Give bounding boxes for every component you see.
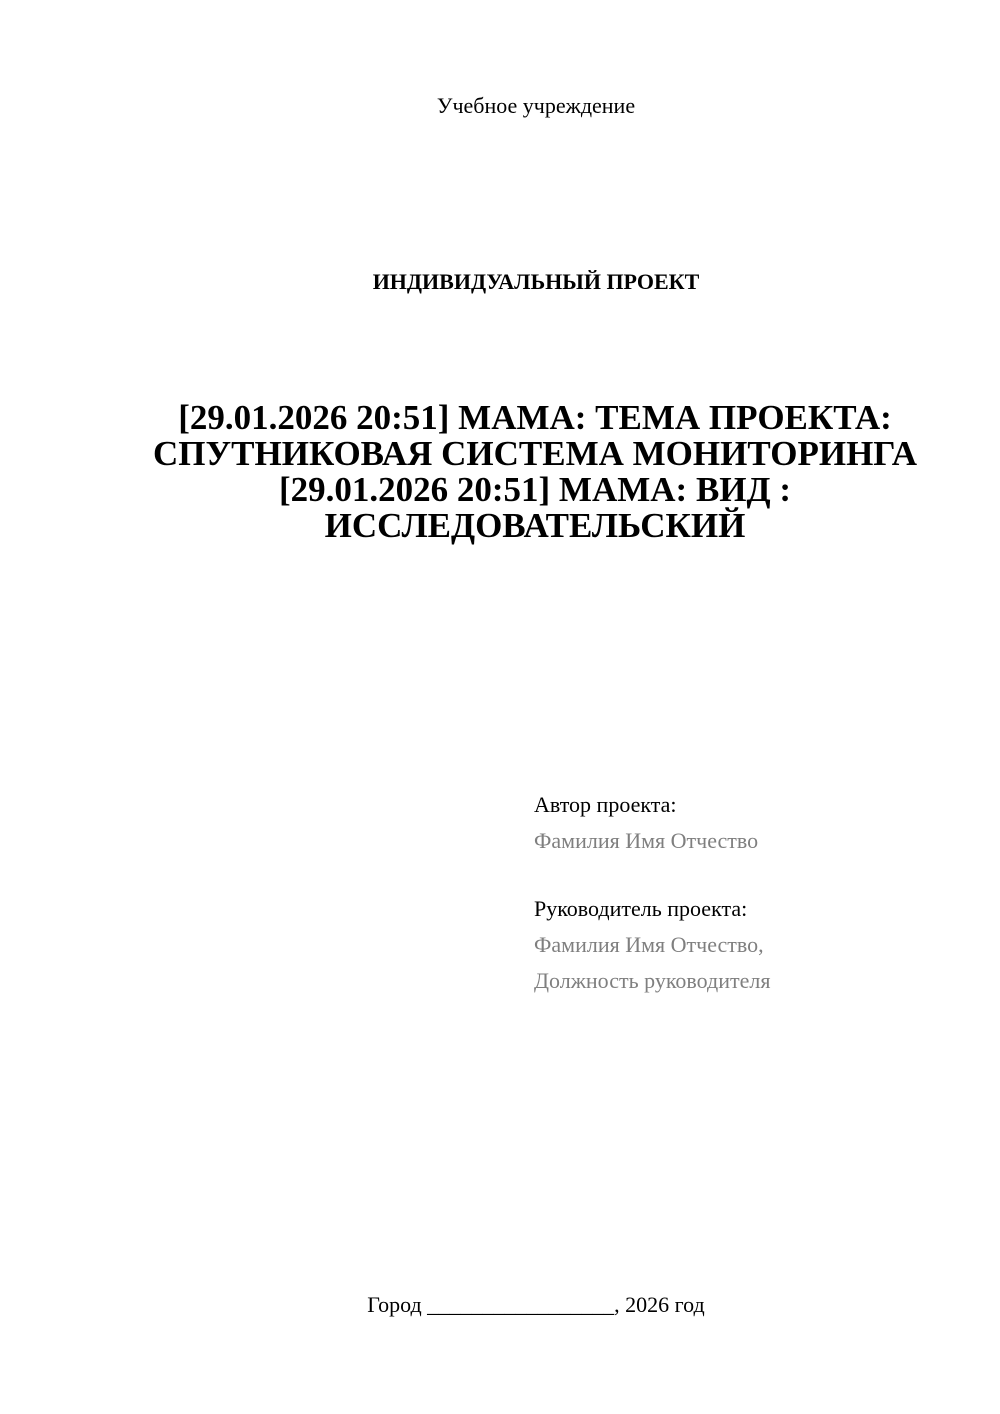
project-title: [29.01.2026 20:51] МАМА: ТЕМА ПРОЕКТА: СПУТНИКОВАЯ СИСТЕМА МОНИТОРИНГА [29.01.2026 20:51] МАМА: ВИД : ИССЛЕДОВАТЕЛЬСКИЙ [152,398,918,545]
supervisor-name: Фамилия Имя Отчество, [534,932,764,957]
city-year-line: Город _________________, 2026 год [367,1292,705,1317]
institution-name: Учебное учреждение [436,93,636,118]
project-type-heading: ИНДИВИДУАЛЬНЫЙ ПРОЕКТ [372,269,700,294]
supervisor-label: Руководитель проекта: [534,896,748,921]
supervisor-position: Должность руководителя [534,968,771,993]
credits-block [534,787,974,999]
author-label: Автор проекта: [534,792,677,817]
author-name: Фамилия Имя Отчество [534,828,759,853]
spacer [534,859,974,891]
